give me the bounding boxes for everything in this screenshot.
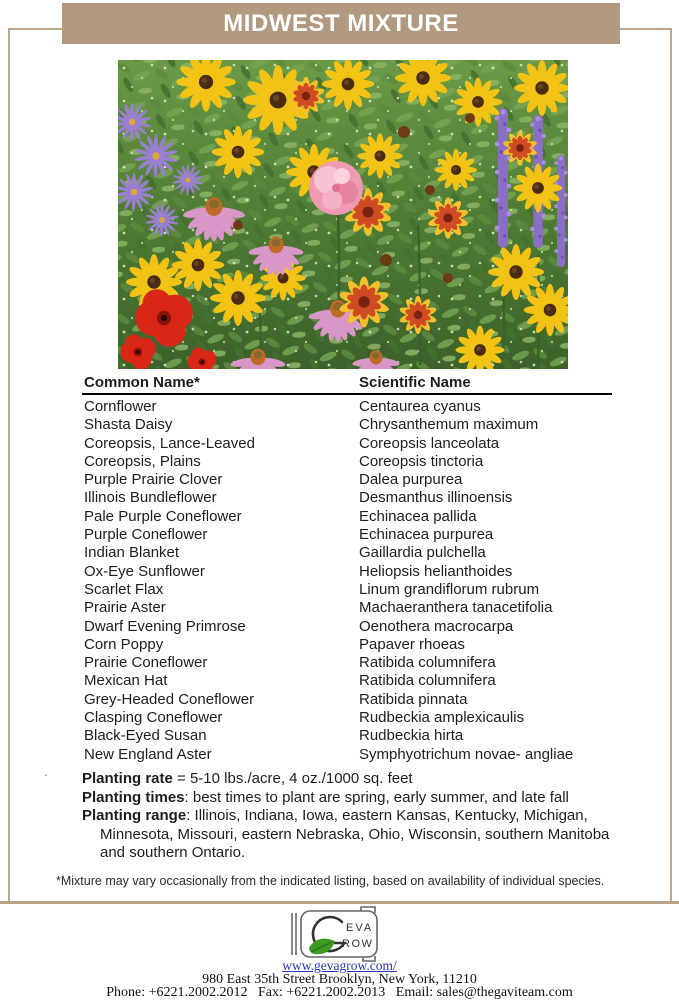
scientific-name-cell: Ratibida pinnata bbox=[359, 690, 468, 708]
geva-grow-logo-graphic bbox=[283, 903, 397, 963]
scientific-name-cell: Rudbeckia hirta bbox=[359, 727, 464, 745]
common-name-cell: Scarlet Flax bbox=[84, 580, 164, 598]
scientific-name-cell: Echinacea purpurea bbox=[359, 526, 494, 544]
common-name-cell: Ox-Eye Sunflower bbox=[84, 562, 205, 580]
scientific-name-cell: Ratibida columnifera bbox=[359, 654, 496, 672]
title-banner bbox=[62, 3, 620, 44]
geva-grow-logo bbox=[283, 903, 397, 963]
common-name-cell: Coreopsis, Plains bbox=[84, 452, 201, 470]
table-row bbox=[82, 416, 612, 434]
common-name-cell: Corn Poppy bbox=[84, 635, 164, 653]
table-row bbox=[82, 398, 612, 416]
common-name-cell: Pale Purple Coneflower bbox=[84, 507, 242, 525]
planting-range-line bbox=[82, 807, 638, 863]
table-row bbox=[82, 471, 612, 489]
footer-contact: Phone: +6221.2002.2012 Fax: +6221.2002.2013 Email: sales@thegaviteam.com bbox=[106, 985, 573, 1000]
footer-address: 980 East 35th Street Brooklyn, New York, 11210 bbox=[202, 971, 477, 987]
scientific-name-cell: Linum grandiflorum rubrum bbox=[359, 580, 540, 598]
mixture-disclaimer: *Mixture may vary occasionally from the indicated listing, based on availability of individual species. bbox=[56, 874, 605, 888]
table-row bbox=[82, 691, 612, 709]
scientific-name-cell: Gaillardia pulchella bbox=[359, 544, 486, 562]
website-link[interactable]: www.gevagrow.com/ bbox=[282, 958, 397, 973]
table-row bbox=[82, 709, 612, 727]
species-table-header bbox=[82, 374, 612, 395]
common-name-cell: Purple Prairie Clover bbox=[84, 471, 223, 489]
table-row bbox=[82, 581, 612, 599]
planting-times-label: Planting times bbox=[82, 788, 185, 806]
table-row bbox=[82, 746, 612, 764]
planting-times-value: : best times to plant are spring, early summer, and late fall bbox=[184, 788, 569, 806]
scientific-name-cell: Centaurea cyanus bbox=[359, 398, 481, 415]
table-row bbox=[82, 727, 612, 745]
table-row bbox=[82, 526, 612, 544]
scientific-name-cell: Echinacea pallida bbox=[359, 507, 477, 525]
common-name-cell: Cornflower bbox=[84, 398, 157, 415]
species-table-body bbox=[82, 395, 612, 764]
scientific-name-cell: Ratibida columnifera bbox=[359, 672, 496, 690]
common-name-cell: Mexican Hat bbox=[84, 672, 168, 690]
common-name-cell: Grey-Headed Coneflower bbox=[84, 690, 255, 708]
common-name-cell: Prairie Coneflower bbox=[84, 654, 208, 672]
logo-word-top: EVA bbox=[346, 922, 374, 934]
planting-rate-value: = 5-10 lbs./acre, 4 oz./1000 sq. feet bbox=[172, 770, 413, 787]
species-table bbox=[82, 374, 612, 764]
table-row bbox=[82, 508, 612, 526]
table-row bbox=[82, 453, 612, 471]
scientific-name-cell: Oenothera macrocarpa bbox=[359, 617, 514, 635]
common-name-cell: New England Aster bbox=[84, 745, 212, 763]
table-row bbox=[82, 563, 612, 581]
table-row bbox=[82, 654, 612, 672]
common-name-cell: Dwarf Evening Primrose bbox=[84, 617, 246, 635]
scientific-name-cell: Chrysanthemum maximum bbox=[359, 416, 539, 434]
scientific-name-cell: Dalea purpurea bbox=[359, 471, 463, 489]
scientific-name-cell: Coreopsis tinctoria bbox=[359, 452, 484, 470]
scientific-name-cell: Symphyotrichum novae- angliae bbox=[359, 745, 574, 763]
table-row bbox=[82, 618, 612, 636]
planting-rate-line bbox=[82, 770, 638, 789]
common-name-cell: Clasping Coneflower bbox=[84, 709, 223, 727]
scientific-name-cell: Rudbeckia amplexicaulis bbox=[359, 709, 525, 727]
table-row bbox=[82, 636, 612, 654]
scientific-name-cell: Coreopsis lanceolata bbox=[359, 434, 500, 452]
planting-rate-label: Planting rate bbox=[82, 770, 173, 787]
planting-info bbox=[82, 770, 638, 863]
table-row bbox=[82, 672, 612, 690]
table-row bbox=[82, 599, 612, 617]
column-header-scientific-name: Scientific Name bbox=[359, 374, 471, 391]
common-name-cell: Shasta Daisy bbox=[84, 416, 173, 434]
logo-word-bottom: ROW bbox=[342, 938, 374, 950]
common-name-cell: Black-Eyed Susan bbox=[84, 727, 207, 745]
common-name-cell: Coreopsis, Lance-Leaved bbox=[84, 434, 255, 452]
common-name-cell: Prairie Aster bbox=[84, 599, 166, 617]
scientific-name-cell: Papaver rhoeas bbox=[359, 635, 465, 653]
planting-range-value: : Illinois, Indiana, Iowa, eastern Kansas, Kentucky, Michigan, Minnesota, Missouri, eastern Nebraska, Ohio, Wisconsin, southern Manitoba and southern Ontario. bbox=[100, 807, 610, 862]
common-name-cell: Illinois Bundleflower bbox=[84, 489, 217, 507]
column-header-common-name: Common Name* bbox=[84, 374, 200, 391]
scientific-name-cell: Desmanthus illinoensis bbox=[359, 489, 513, 507]
page-title: MIDWEST MIXTURE bbox=[223, 9, 459, 37]
common-name-cell: Indian Blanket bbox=[84, 544, 180, 562]
planting-times-line bbox=[82, 789, 638, 808]
common-name-cell: Purple Coneflower bbox=[84, 526, 208, 544]
stray-mark: . bbox=[44, 763, 48, 779]
scientific-name-cell: Machaeranthera tanacetifolia bbox=[359, 599, 553, 617]
scientific-name-cell: Heliopsis helianthoides bbox=[359, 562, 513, 580]
table-row bbox=[82, 435, 612, 453]
table-row bbox=[82, 544, 612, 562]
planting-range-label: Planting range bbox=[82, 807, 187, 825]
table-row bbox=[82, 489, 612, 507]
wildflower-photo bbox=[118, 60, 568, 369]
